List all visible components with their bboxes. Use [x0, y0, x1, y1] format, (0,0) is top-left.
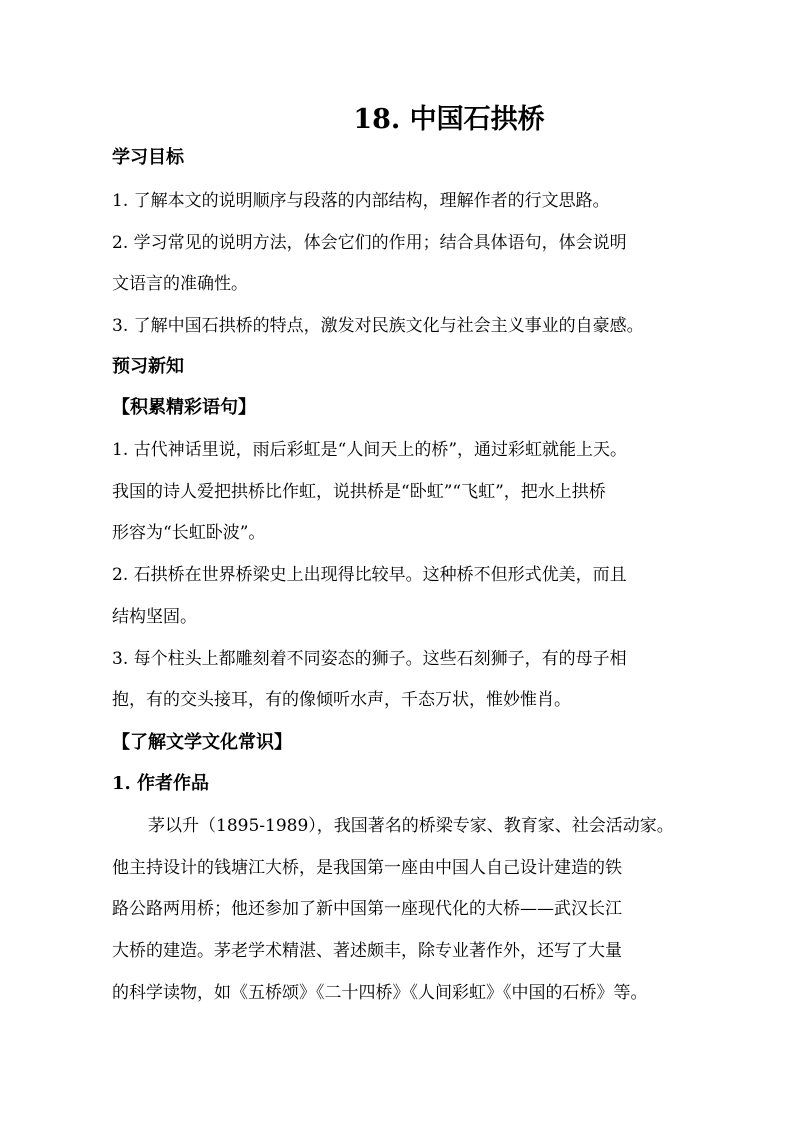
sentence-1-line-1: 1. 古代神话里说，雨后彩虹是“人间天上的桥”，通过彩虹就能上天。 — [112, 440, 628, 460]
lesson-title: 18. 中国石拱桥 — [353, 104, 545, 135]
sentence-1-line-3: 形容为“长虹卧波”。 — [112, 523, 266, 543]
sentence-1-line-2: 我国的诗人爱把拱桥比作虹，说拱桥是“卧虹”“飞虹”，把水上拱桥 — [112, 482, 606, 502]
author-paragraph-line-2: 他主持设计的钱塘江大桥，是我国第一座由中国人自己设计建造的铁 — [112, 858, 622, 878]
sentence-3-line-1: 3. 每个柱头上都雕刻着不同姿态的狮子。这些石刻狮子，有的母子相 — [112, 649, 627, 669]
author-paragraph-line-1: 茅以升（1895-1989），我国著名的桥梁专家、教育家、社会活动家。 — [148, 816, 674, 836]
author-heading: 1. 作者作品 — [112, 773, 210, 794]
sentence-2-line-2: 结构坚固。 — [112, 607, 197, 627]
preview-heading: 预习新知 — [112, 356, 184, 377]
culture-heading: 【了解文学文化常识】 — [112, 732, 292, 753]
goal-item-3: 3. 了解中国石拱桥的特点，激发对民族文化与社会主义事业的自豪感。 — [112, 316, 644, 336]
goals-heading: 学习目标 — [112, 147, 184, 168]
author-paragraph-line-5: 的科学读物，如《五桥颂》《二十四桥》《人间彩虹》《中国的石桥》等。 — [112, 983, 648, 1003]
author-paragraph-line-4: 大桥的建造。茅老学术精湛、著述颇丰，除专业著作外，还写了大量 — [112, 941, 622, 961]
sentence-2-line-1: 2. 石拱桥在世界桥梁史上出现得比较早。这种桥不但形式优美，而且 — [112, 565, 627, 585]
sentences-heading: 【积累精彩语句】 — [112, 397, 256, 418]
goal-item-1: 1. 了解本文的说明顺序与段落的内部结构，理解作者的行文思路。 — [112, 191, 610, 211]
goal-item-2-line-1: 2. 学习常见的说明方法，体会它们的作用；结合具体语句，体会说明 — [112, 233, 627, 253]
goal-item-2-line-2: 文语言的准确性。 — [112, 274, 248, 294]
sentence-3-line-2: 抱，有的交头接耳，有的像倾听水声，千态万状，惟妙惟肖。 — [112, 690, 571, 710]
author-paragraph-line-3: 路公路两用桥；他还参加了新中国第一座现代化的大桥——武汉长江 — [112, 899, 622, 919]
